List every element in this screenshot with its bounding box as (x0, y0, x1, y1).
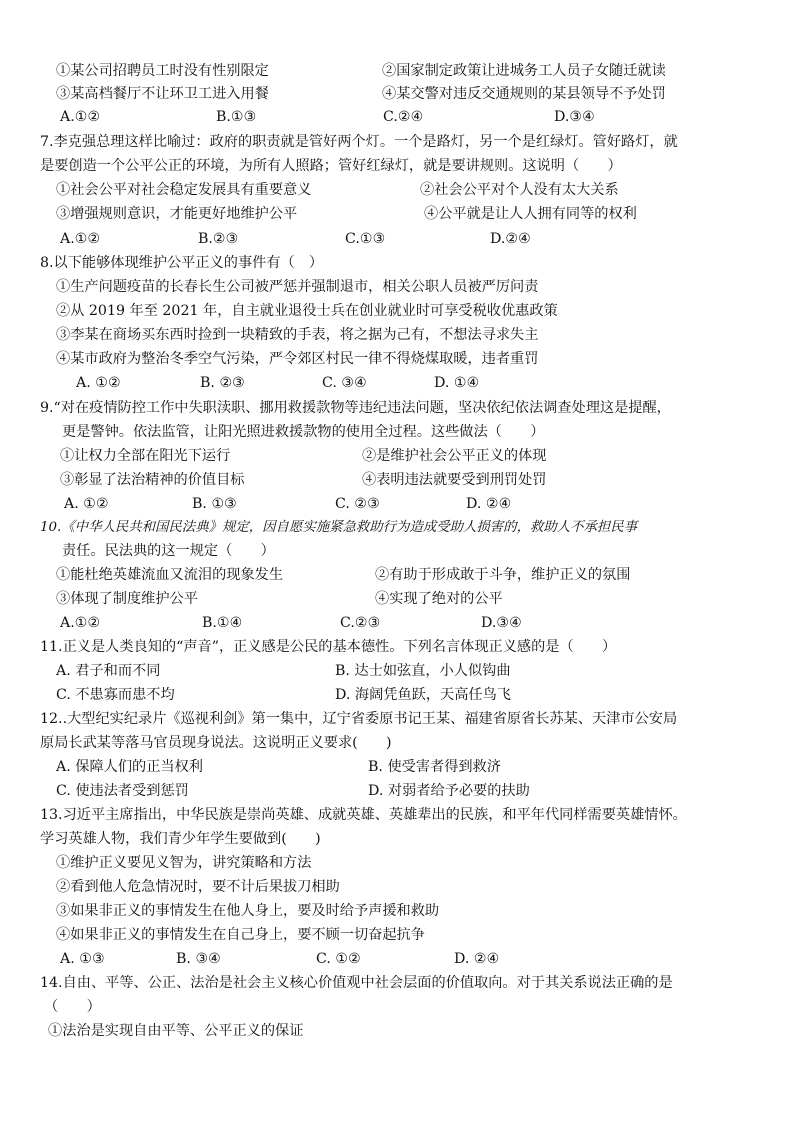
q10-choice-c: C.②③ (340, 615, 381, 631)
q10-choice-a: A.①② (60, 615, 101, 631)
q9-choice-d: D. ②④ (466, 496, 512, 512)
q10-stem-line1: 10.《中华人民共和国民法典》规定，因自愿实施紧急救助行为造成受助人损害的，救助人不承担民事 (40, 520, 638, 535)
q10-stem-line2: 责任。民法典的这一规定（ ） (62, 543, 275, 559)
q9-stem-line1: 9.“对在疫情防控工作中失职渎职、挪用救援款物等违纪违法问题，坚决依纪依法调查处理这是提醒， (40, 400, 671, 416)
q14-option-1: ①法治是实现自由平等、公平正义的保证 (48, 1023, 304, 1039)
q7-option-1: ①社会公平对社会稳定发展具有重要意义 (56, 182, 312, 198)
q6-choice-b: B.①③ (216, 109, 257, 125)
q13-choice-c: C. ①② (316, 951, 361, 967)
q12-choice-a: A. 保障人们的正当权利 (56, 759, 203, 775)
q8-option-4: ④某市政府为整治冬季空气污染，严令郊区村民一律不得烧煤取暖，违者重罚 (56, 351, 539, 367)
q13-option-1: ①维护正义要见义智为，讲究策略和方法 (56, 855, 312, 871)
q7-stem-line1: 7.李克强总理这样比喻过：政府的职责就是管好两个灯。一个是路灯，另一个是红绿灯。管好路灯，就 (40, 134, 678, 150)
q11-choice-a: A. 君子和而不同 (56, 663, 161, 679)
q9-choice-c: C. ②③ (335, 496, 380, 512)
q8-stem: 8.以下能够体现维护公平正义的事件有（ ） (40, 255, 324, 271)
q8-choice-a: A. ①② (76, 375, 121, 391)
q6-option-1: ①某公司招聘员工时没有性别限定 (56, 63, 269, 79)
q12-stem-line1: 12..大型纪实纪录片《巡视利剑》第一集中，辽宁省委原书记王某、福建省原省长苏某、天津市公安局 (40, 711, 678, 727)
q6-choice-a: A.①② (60, 109, 101, 125)
q7-choice-a: A.①② (60, 231, 101, 247)
q8-choice-c: C. ③④ (322, 375, 367, 391)
q8-option-3: ③李某在商场买东西时捡到一块精致的手表，将之据为己有，不想法寻求失主 (56, 327, 539, 343)
q7-option-4: ④公平就是让人人拥有同等的权利 (424, 206, 637, 222)
q7-stem-line2: 是要创造一个公平公正的环境，为所有人照路；管好红绿灯，就是要讲规则。这说明（ ） (40, 158, 622, 174)
q13-choice-a: A. ①③ (60, 951, 105, 967)
q9-stem-line2: 更是警钟。依法监管，让阳光照进救援款物的使用全过程。这些做法（ ） (62, 424, 545, 440)
q9-option-2: ②是维护社会公平正义的体现 (362, 448, 547, 464)
q8-choice-d: D. ①④ (434, 375, 480, 391)
q6-option-2: ②国家制定政策让进城务工人员子女随迁就读 (382, 63, 666, 79)
q10-option-3: ③体现了制度维护公平 (56, 591, 198, 607)
q7-option-2: ②社会公平对个人没有太大关系 (420, 182, 619, 198)
q9-option-1: ①让权力全部在阳光下运行 (60, 448, 231, 464)
q12-stem-line2: 原局长武某等落马官员现身说法。这说明正义要求( ) (40, 735, 392, 751)
q8-option-1: ①生产问题疫苗的长春长生公司被严惩并强制退市，相关公职人员被严厉问责 (56, 279, 539, 295)
q14-stem-line2: （ ） (44, 999, 101, 1015)
q13-choice-d: D. ②④ (454, 951, 500, 967)
q13-stem-line2: 学习英雄人物，我们青少年学生要做到( ) (40, 831, 321, 847)
q14-stem-line1: 14.自由、平等、公正、法治是社会主义核心价值观中社会层面的价值取向。对于其关系说法正确的是 (40, 975, 673, 991)
q11-choice-c: C. 不患寡而患不均 (56, 687, 175, 703)
q12-choice-d: D. 对弱者给予必要的扶助 (368, 783, 530, 799)
q12-choice-b: B. 使受害者得到救济 (368, 759, 501, 775)
q13-option-2: ②看到他人危急情况时，要不计后果拔刀相助 (56, 879, 340, 895)
q13-option-4: ④如果非正义的事情发生在自己身上，要不顾一切奋起抗争 (56, 927, 425, 943)
q9-option-4: ④表明违法就要受到刑罚处罚 (362, 472, 547, 488)
q6-choice-c: C.②④ (383, 109, 424, 125)
q13-stem-line1: 13.习近平主席指出，中华民族是崇尚英雄、成就英雄、英雄辈出的民族，和平年代同样需要英雄情怀。 (40, 807, 687, 823)
q8-choice-b: B. ②③ (200, 375, 245, 391)
q8-option-2: ②从 2019 年至 2021 年，自主就业退役士兵在创业就业时可享受税收优惠政策 (56, 303, 558, 319)
q7-choice-b: B.②③ (198, 231, 239, 247)
q12-choice-c: C. 使违法者受到惩罚 (56, 783, 189, 799)
q11-choice-b: B. 达士如弦直，小人似钩曲 (335, 663, 511, 679)
q10-option-2: ②有助于形成敢于斗争，维护正义的氛围 (375, 567, 631, 583)
q11-stem: 11.正义是人类良知的“声音”，正义感是公民的基本德性。下列名言体现正义感的是（ ） (40, 639, 617, 655)
q13-choice-b: B. ③④ (176, 951, 221, 967)
q7-option-3: ③增强规则意识，才能更好地维护公平 (56, 206, 298, 222)
q11-choice-d: D. 海阔凭鱼跃，天高任鸟飞 (335, 687, 511, 703)
q9-choice-a: A. ①② (64, 496, 109, 512)
q10-option-1: ①能杜绝英雄流血又流泪的现象发生 (56, 567, 284, 583)
q10-option-4: ④实现了绝对的公平 (375, 591, 503, 607)
q6-option-3: ③某高档餐厅不让环卫工进入用餐 (56, 86, 269, 102)
q7-choice-d: D.②④ (490, 231, 531, 247)
q7-choice-c: C.①③ (345, 231, 386, 247)
q13-option-3: ③如果非正义的事情发生在他人身上，要及时给予声援和救助 (56, 903, 440, 919)
q9-option-3: ③彰显了法治精神的价值目标 (60, 472, 245, 488)
q10-choice-d: D.③④ (481, 615, 522, 631)
q6-option-4: ④某交警对违反交通规则的某县领导不予处罚 (382, 86, 666, 102)
q9-choice-b: B. ①③ (192, 496, 237, 512)
q6-choice-d: D.③④ (554, 109, 595, 125)
q10-choice-b: B.①④ (202, 615, 243, 631)
